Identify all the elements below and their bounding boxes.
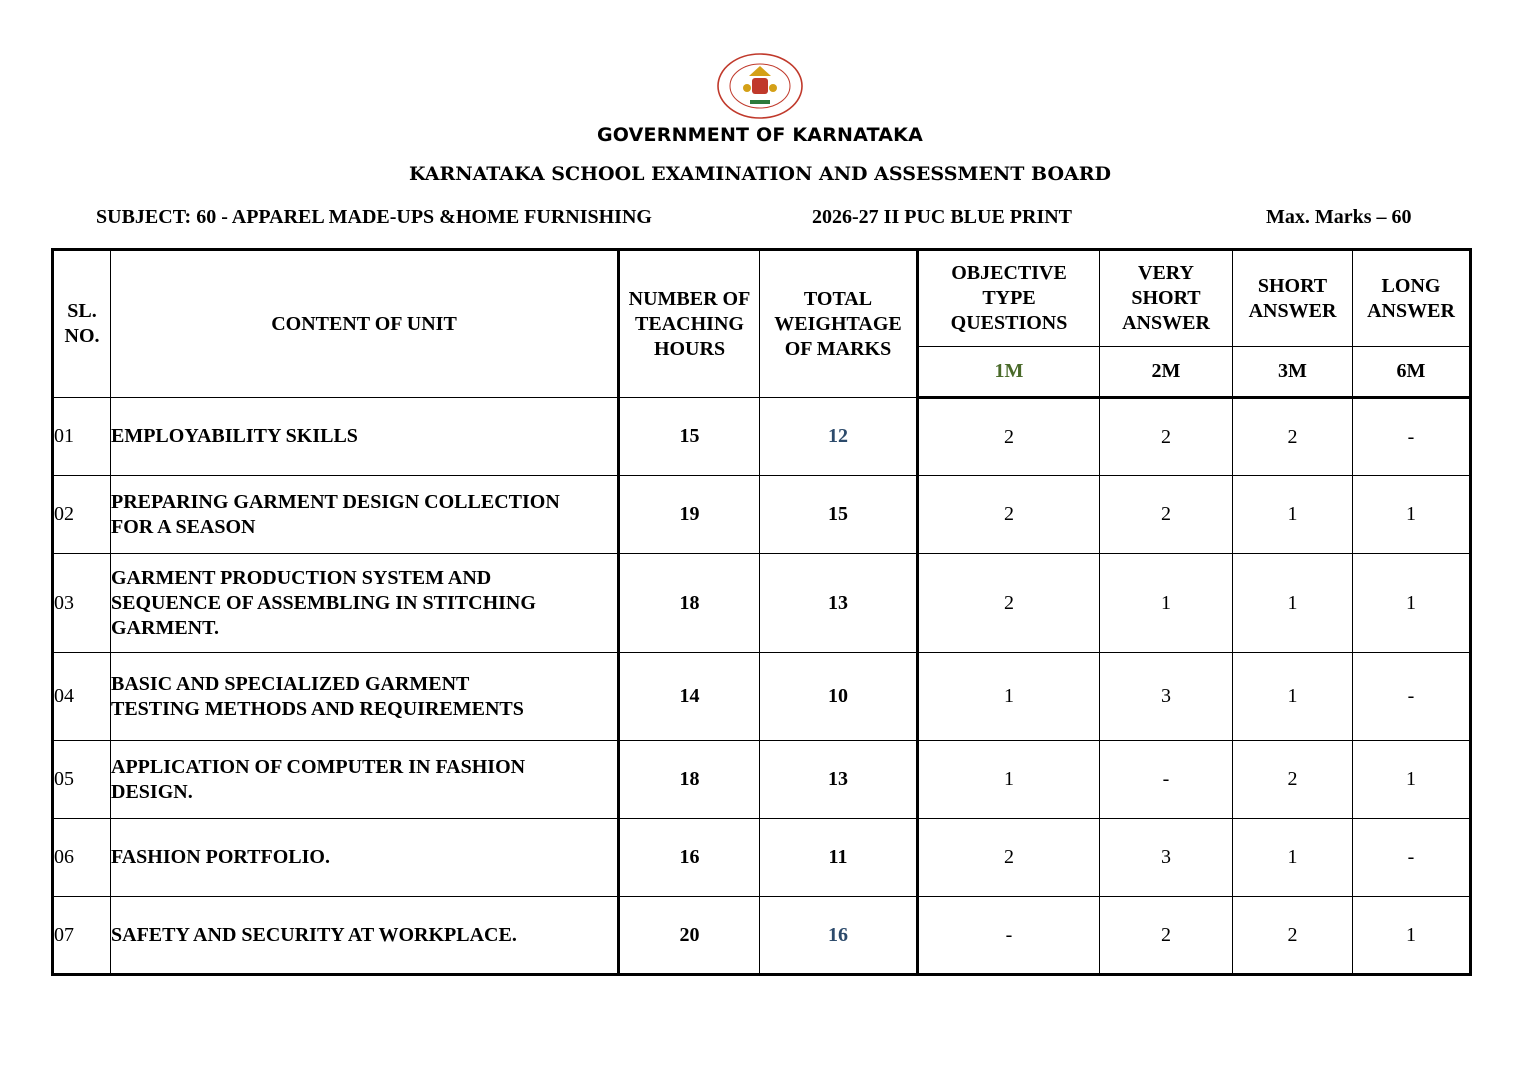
- row-short: 2: [1233, 398, 1353, 476]
- row-teaching-hours: 18: [619, 554, 760, 653]
- row-very-short: 2: [1100, 476, 1233, 554]
- row-long: -: [1353, 653, 1471, 741]
- row-long: 1: [1353, 554, 1471, 653]
- header-weight-line1: TOTAL: [803, 287, 873, 310]
- row-teaching-hours: 14: [619, 653, 760, 741]
- row-total-weightage: 12: [760, 398, 918, 476]
- row-sl-no: 04: [53, 653, 111, 741]
- row-content-line: FOR A SEASON: [111, 515, 256, 538]
- header-sl-line1: SL.: [67, 300, 97, 322]
- row-teaching-hours: 15: [619, 398, 760, 476]
- header-weight-line3: OF MARKS: [784, 337, 892, 360]
- row-very-short: 2: [1100, 897, 1233, 975]
- header-obj-marks: 1M: [918, 347, 1100, 398]
- row-content: [111, 653, 619, 741]
- header-long-answer: [1353, 250, 1471, 347]
- table-row: [53, 554, 1471, 653]
- row-teaching-hours: 20: [619, 897, 760, 975]
- header-vsa-line2: SHORT: [1131, 287, 1201, 309]
- header-sa-marks: 3M: [1233, 347, 1353, 398]
- header-vsa-line1: VERY: [1138, 262, 1194, 284]
- header-sl-line2: NO.: [64, 325, 100, 347]
- row-sl-no: 05: [53, 741, 111, 819]
- header-total-weightage: [760, 250, 918, 398]
- government-title: GOVERNMENT OF KARNATAKA: [597, 124, 923, 146]
- row-very-short: 1: [1100, 554, 1233, 653]
- row-sl-no: 06: [53, 819, 111, 897]
- header-content-of-unit: CONTENT OF UNIT: [111, 250, 619, 398]
- row-long: -: [1353, 819, 1471, 897]
- row-content-line: SAFETY AND SECURITY AT WORKPLACE.: [111, 923, 517, 946]
- row-short: 1: [1233, 554, 1353, 653]
- row-long: 1: [1353, 741, 1471, 819]
- government-of-karnataka-seal-icon: [716, 52, 804, 120]
- row-content: [111, 819, 619, 897]
- blueprint-label: 2026-27 II PUC BLUE PRINT: [812, 206, 1073, 228]
- row-teaching-hours: 19: [619, 476, 760, 554]
- header-hours-line2: TEACHING: [635, 312, 744, 335]
- table-header: [53, 250, 1471, 398]
- row-short: 1: [1233, 819, 1353, 897]
- row-total-weightage: 13: [760, 741, 918, 819]
- max-marks: Max. Marks – 60: [1266, 206, 1412, 228]
- row-content: [111, 476, 619, 554]
- row-sl-no: 03: [53, 554, 111, 653]
- row-very-short: 3: [1100, 819, 1233, 897]
- row-sl-no: 02: [53, 476, 111, 554]
- header-obj-line2: TYPE: [982, 287, 1036, 309]
- row-very-short: 2: [1100, 398, 1233, 476]
- row-short: 2: [1233, 897, 1353, 975]
- row-content-line: FASHION PORTFOLIO.: [111, 846, 330, 868]
- blueprint-table: [51, 248, 1472, 976]
- row-objective: 1: [918, 741, 1100, 819]
- row-content-line: GARMENT PRODUCTION SYSTEM AND: [111, 566, 492, 589]
- header-sl-no: [53, 250, 111, 398]
- row-long: 1: [1353, 476, 1471, 554]
- header-short-answer: [1233, 250, 1353, 347]
- row-very-short: -: [1100, 741, 1233, 819]
- row-short: 1: [1233, 653, 1353, 741]
- header-sa-line1: SHORT: [1257, 274, 1328, 297]
- header-la-line2: ANSWER: [1367, 299, 1455, 322]
- header-weight-line2: WEIGHTAGE: [774, 312, 902, 335]
- header-la-line1: LONG: [1381, 274, 1441, 297]
- row-content-line: BASIC AND SPECIALIZED GARMENT: [111, 672, 470, 695]
- row-content-line: DESIGN.: [111, 780, 193, 803]
- row-short: 1: [1233, 476, 1353, 554]
- header-hours-line3: HOURS: [653, 337, 726, 360]
- row-content-line: SEQUENCE OF ASSEMBLING IN STITCHING: [111, 591, 536, 614]
- row-objective: 2: [918, 398, 1100, 476]
- row-teaching-hours: 18: [619, 741, 760, 819]
- row-long: 1: [1353, 897, 1471, 975]
- row-content-line: APPLICATION OF COMPUTER IN FASHION: [111, 755, 526, 778]
- table-row: [53, 741, 1471, 819]
- row-objective: 2: [918, 554, 1100, 653]
- row-very-short: 3: [1100, 653, 1233, 741]
- row-content-line: GARMENT.: [111, 616, 219, 639]
- header-hours-line1: NUMBER OF: [628, 287, 751, 310]
- board-title: KARNATAKA SCHOOL EXAMINATION AND ASSESSMENT BOARD: [408, 163, 1112, 185]
- row-sl-no: 01: [53, 398, 111, 476]
- header-objective-type: [918, 250, 1100, 347]
- row-content: [111, 741, 619, 819]
- table-row: [53, 819, 1471, 897]
- header-vsa-marks: 2M: [1100, 347, 1233, 398]
- row-content-line: PREPARING GARMENT DESIGN COLLECTION: [111, 490, 560, 513]
- row-total-weightage: 15: [760, 476, 918, 554]
- row-objective: 1: [918, 653, 1100, 741]
- subject-name: SUBJECT: 60 - APPAREL MADE-UPS &HOME FURNISHING: [96, 206, 652, 228]
- row-total-weightage: 11: [760, 819, 918, 897]
- row-objective: 2: [918, 476, 1100, 554]
- row-total-weightage: 16: [760, 897, 918, 975]
- row-total-weightage: 13: [760, 554, 918, 653]
- table-row: [53, 398, 1471, 476]
- row-long: -: [1353, 398, 1471, 476]
- row-content: [111, 554, 619, 653]
- header-la-marks: 6M: [1353, 347, 1471, 398]
- header-vsa-line3: ANSWER: [1122, 312, 1210, 334]
- header-obj-line1: OBJECTIVE: [951, 262, 1067, 284]
- row-sl-no: 07: [53, 897, 111, 975]
- row-content: [111, 897, 619, 975]
- table-row: [53, 897, 1471, 975]
- header-very-short-answer: [1100, 250, 1233, 347]
- header-teaching-hours: [619, 250, 760, 398]
- header-obj-line3: QUESTIONS: [950, 312, 1068, 334]
- row-objective: 2: [918, 819, 1100, 897]
- row-objective: -: [918, 897, 1100, 975]
- row-teaching-hours: 16: [619, 819, 760, 897]
- row-content-line: TESTING METHODS AND REQUIREMENTS: [111, 697, 524, 720]
- table-row: [53, 653, 1471, 741]
- header-sa-line2: ANSWER: [1248, 299, 1337, 322]
- table-row: [53, 476, 1471, 554]
- row-content: [111, 398, 619, 476]
- row-content-line: EMPLOYABILITY SKILLS: [111, 425, 358, 447]
- table-body: [53, 398, 1471, 975]
- row-short: 2: [1233, 741, 1353, 819]
- row-total-weightage: 10: [760, 653, 918, 741]
